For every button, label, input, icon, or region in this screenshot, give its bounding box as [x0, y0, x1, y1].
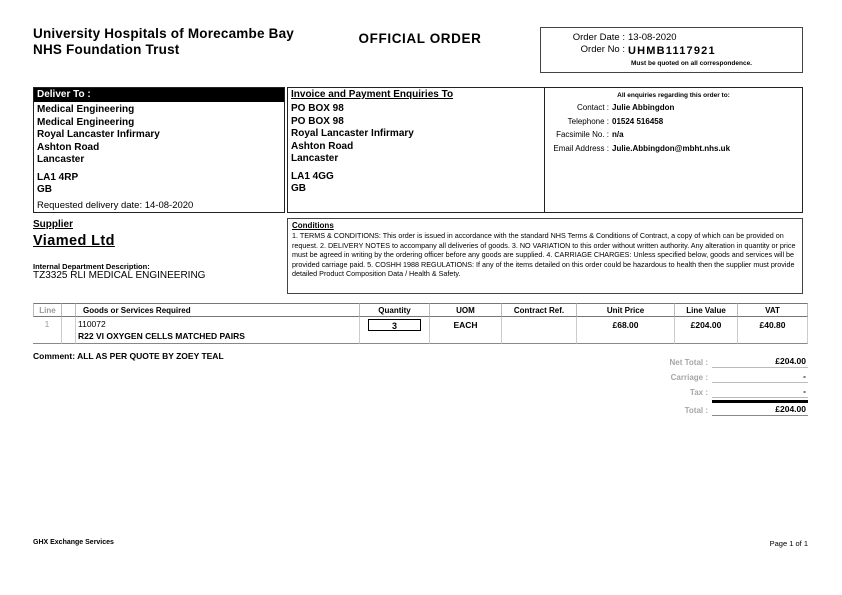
column-header-quantity: Quantity — [360, 303, 430, 317]
order-date-row — [541, 32, 802, 44]
requested-delivery-date: Requested delivery date: 14-08-2020 — [37, 199, 194, 211]
tax-row — [628, 385, 808, 398]
deliver-postcode: LA1 4RP — [37, 171, 79, 183]
order-note: Must be quoted on all correspondence. — [631, 59, 752, 67]
contact-label: Contact : — [576, 103, 609, 112]
trust-name: University Hospitals of Morecambe Bay NHS Foundation Trust — [33, 26, 294, 57]
carriage-label: Carriage : — [670, 373, 708, 382]
deliver-address-line: Medical Engineering — [37, 116, 135, 128]
column-header-goods: Goods or Services Required — [76, 303, 360, 317]
tax-value: - — [712, 385, 808, 398]
column-header-line: Line — [33, 303, 62, 317]
totals-section — [628, 355, 808, 418]
order-no-row — [541, 44, 802, 58]
order-date-label: Order Date : — [572, 32, 625, 43]
carriage-row — [628, 370, 808, 383]
invoice-address-line: PO BOX 98 — [291, 115, 344, 127]
item-code: 110072 — [78, 319, 106, 329]
contact-row — [545, 103, 802, 113]
total-row — [628, 400, 808, 416]
internal-dept-label: Internal Department Description: — [33, 262, 150, 271]
item-vat: £40.80 — [738, 317, 808, 344]
items-table — [33, 303, 808, 344]
total-value: £204.00 — [712, 400, 808, 416]
item-uom: EACH — [430, 317, 502, 344]
conditions-box — [287, 218, 803, 294]
comment-text: Comment: ALL AS PER QUOTE BY ZOEY TEAL — [33, 351, 224, 361]
column-header-contract-ref: Contract Ref. — [502, 303, 577, 317]
invoice-enquiries-box — [287, 87, 545, 213]
conditions-section-label: Conditions — [292, 221, 334, 230]
item-unit-price: £68.00 — [577, 317, 675, 344]
telephone-label: Telephone : — [567, 116, 609, 126]
footer-page-info: Page 1 of 1 — [769, 539, 808, 548]
column-header-line-value: Line Value — [675, 303, 738, 317]
telephone-value: 01524 516458 — [612, 116, 664, 126]
invoice-address-line: Royal Lancaster Infirmary — [291, 128, 414, 139]
item-quantity-value: 3 — [368, 319, 421, 331]
order-date-value: 13-08-2020 — [628, 32, 677, 43]
tax-label: Tax : — [689, 388, 708, 397]
item-description: R22 VI OXYGEN CELLS MATCHED PAIRS — [78, 331, 245, 341]
email-row — [545, 144, 802, 154]
enquiries-note: All enquiries regarding this order to: — [617, 92, 730, 99]
invoice-postcode: LA1 4GG — [291, 170, 334, 182]
order-no-value: UHMB1117921 — [628, 45, 716, 58]
internal-dept-value: TZ3325 RLI MEDICAL ENGINEERING — [33, 270, 206, 281]
net-total-row — [628, 355, 808, 368]
facsimile-value: n/a — [612, 130, 624, 140]
invoice-address-line: Ashton Road — [291, 140, 354, 152]
footer-service-name: GHX Exchange Services — [33, 539, 114, 546]
order-enquiries-box — [544, 87, 803, 213]
supplier-name: Viamed Ltd — [33, 233, 115, 249]
column-header-vat: VAT — [738, 303, 808, 317]
email-value: Julie.Abbingdon@mbht.nhs.uk — [612, 143, 731, 153]
deliver-to-header: Deliver To : — [34, 88, 284, 102]
column-header-unit-price: Unit Price — [577, 303, 675, 317]
invoice-address-line: Lancaster — [291, 153, 339, 164]
invoice-address — [288, 101, 544, 196]
item-contract-ref — [502, 317, 577, 344]
telephone-row — [545, 117, 802, 127]
facsimile-row — [545, 130, 802, 140]
total-label: Total : — [684, 406, 708, 415]
deliver-country: GB — [37, 184, 52, 195]
column-header-spacer — [62, 303, 76, 317]
invoice-enquiries-header: Invoice and Payment Enquiries To — [291, 89, 454, 100]
deliver-address-line: Medical Engineering — [37, 104, 135, 115]
item-quantity-cell — [360, 317, 430, 344]
order-no-label: Order No : — [580, 44, 625, 56]
column-header-uom: UOM — [430, 303, 502, 317]
facsimile-label: Facsimile No. : — [556, 130, 609, 140]
invoice-country: GB — [291, 183, 306, 194]
deliver-address-line: Ashton Road — [37, 141, 100, 153]
document-title: OFFICIAL ORDER — [358, 31, 482, 46]
conditions-text: 1. TERMS & CONDITIONS: This order is issued in accordance with the standard NHS Terms & Conditions of Contract, a copy of which can be provided on request. 2. DELIVERY NOTES to accompany all deliveries of goods. 3. NO VARIATION to this order without written authority. Any alteration in quantity or price must be agreed in writing by the ordering officer before any goods are supplied. 4. CARRIAGE CHARGES: Unless specified below, goods and services will be provided carriage paid. 5. COSHH 1988 REGULATIONS: If any of the items detailed on this order could be hazardous to health then the supplier must provide detailed Product Composition Data / Health & Safety. — [292, 231, 796, 278]
net-total-value: £204.00 — [712, 355, 808, 368]
item-line-number: 1 — [33, 317, 62, 344]
item-spacer-cell — [62, 317, 76, 344]
deliver-address-line: Royal Lancaster Infirmary — [37, 129, 160, 140]
net-total-label: Net Total : — [669, 358, 708, 367]
email-label: Email Address : — [553, 143, 609, 153]
contact-value: Julie Abbingdon — [612, 103, 675, 112]
carriage-value: - — [712, 370, 808, 383]
deliver-address-line: Lancaster — [37, 154, 85, 165]
order-info-box — [540, 27, 803, 73]
supplier-section-label: Supplier — [33, 219, 74, 230]
deliver-to-box — [33, 87, 285, 213]
deliver-to-address — [34, 102, 284, 211]
item-line-value: £204.00 — [675, 317, 738, 344]
item-goods-cell — [76, 317, 360, 344]
invoice-address-line: PO BOX 98 — [291, 103, 344, 114]
